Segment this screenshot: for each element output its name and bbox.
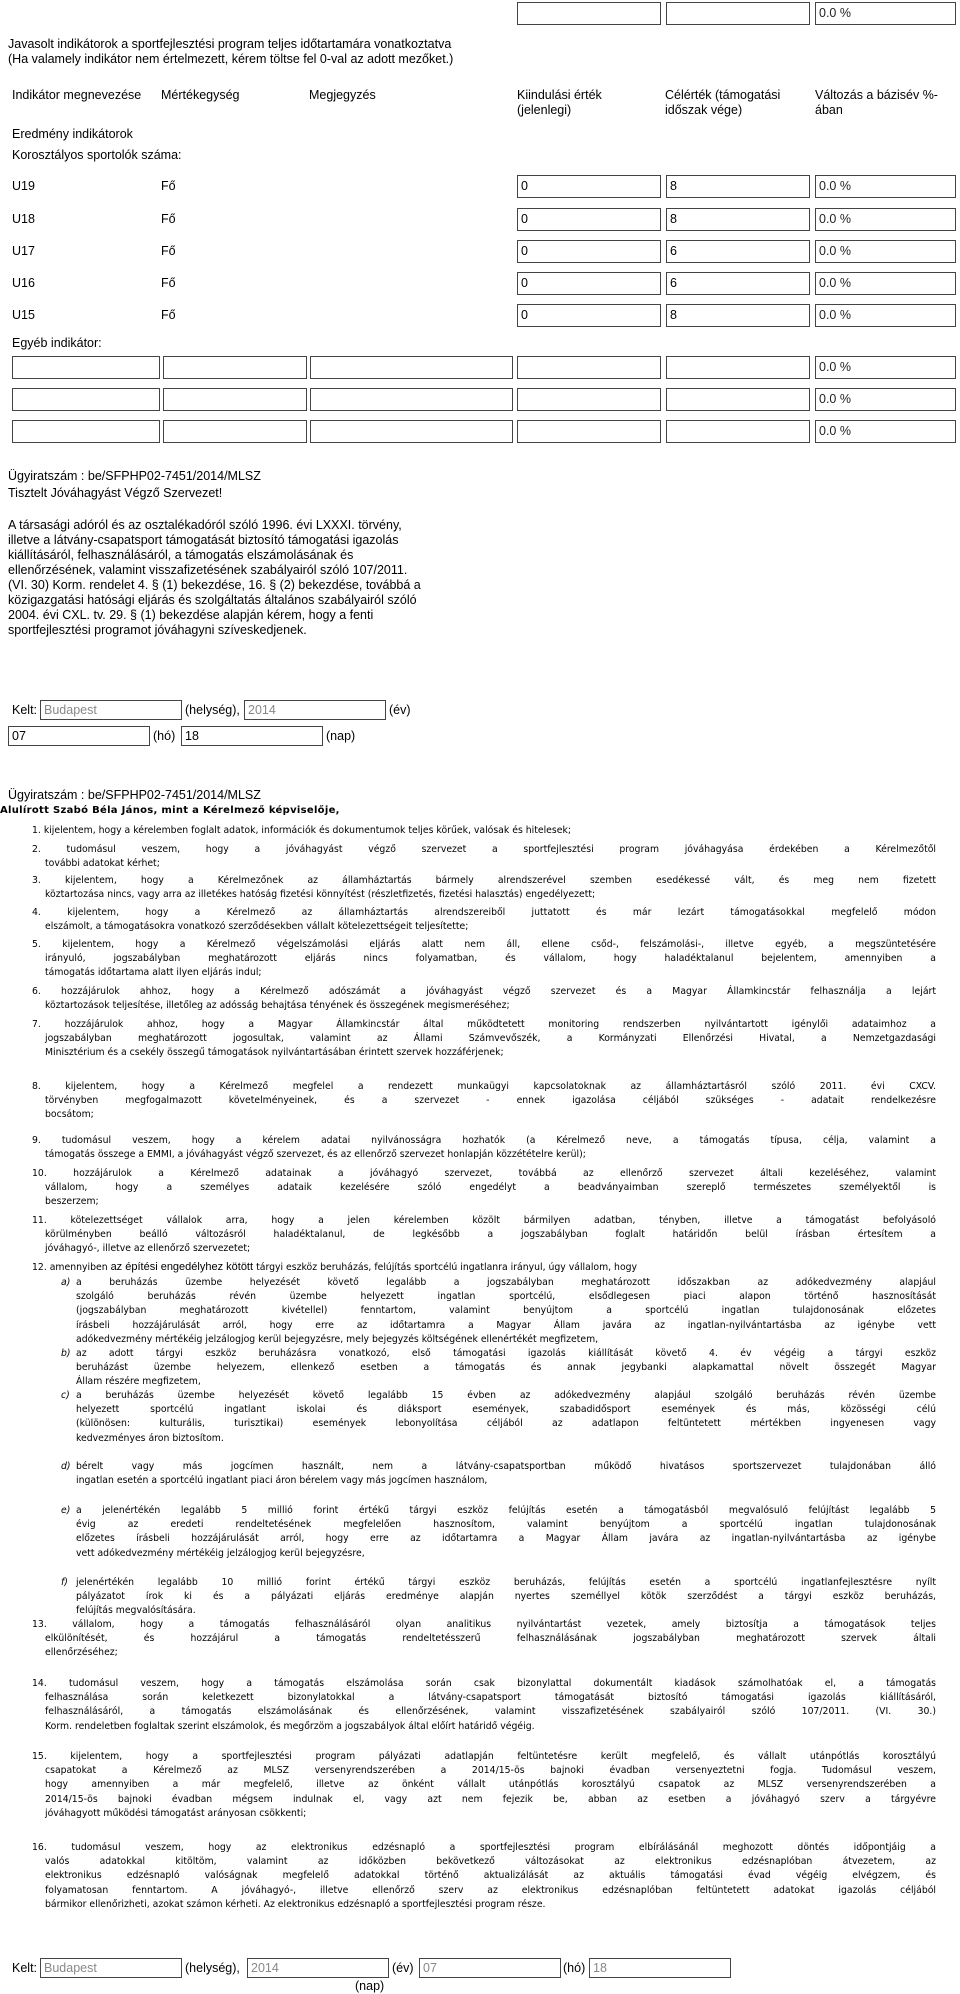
other-name-field[interactable] [12,388,160,411]
text-line: jóváhagyott működési támogatást arányosan csökkenti; [45,1807,307,1819]
approval-body-line: közigazgatási hatósági eljárás és szolgáltatás általános szabályairól szóló [8,593,417,607]
subitem-letter: c) [61,1390,70,1401]
subitem-letter: f) [61,1577,68,1588]
text-line: 2014/15-ös bajnoki évadban mégsem indulnak el, vagy azt nem fejezik be, abban az esetben a jóváhagyó szerv a tárgyévre [45,1793,936,1805]
text-line: vállalom, hogy a személyes adataik kezelésére szóló engedélyt a beadványaimban szereplő természetes személyektől is [45,1182,936,1194]
subitem-letter: d) [61,1461,71,1472]
approval-greeting: Tisztelt Jóváhagyást Végző Szervezet! [8,486,223,500]
row-start-field[interactable]: 0 [517,272,661,295]
text-line: a jelenértékén legalább 5 millió forint értékű tárgyi eszköz felújítás esetén a támogatásból megvalósuló felújítást legalább 5 [76,1505,936,1516]
row-start-field[interactable]: 0 [517,240,661,263]
other-change-pct-field[interactable]: 0.0 % [815,356,956,379]
text-line: ellenőrzéséhez; [45,1647,118,1659]
approval-body-line: ellenőrzésének, valamint visszafizetésének szabályairól szóló 107/2011. [8,563,408,577]
text-line: 5. kijelentem, hogy a Kérelmező végelszámolási eljárás alatt nem áll, ellene csőd-, felszámolási-, illetve egyéb, a megszüntetésére [32,939,936,950]
text-line: írásbeli hozzájárulását arról, hogy erre az időtartamra a Magyar Állam javára az ingatlan-nyilvántartásba az igénybe vett [76,1319,936,1331]
text-line: elszámolt, a támogatásokra vonatkozó szerződésekben vállalt kötelezettségeit teljesítette; [45,921,469,933]
text-line: hogy amennyiben a már megfelelő, illetve az önként vállalt utánpótlás korosztályú csapatok az MLSZ versenyrendszerében a [45,1779,936,1791]
text-line: 9. tudomásul veszem, hogy a kérelem adatai nyilvánosságra hozhatók (a Kérelmező neve, a támogatás típusa, célja, valamint a [32,1135,936,1146]
other-note-field[interactable] [310,388,513,411]
text-line: 3. kijelentem, hogy a Kérelmezőnek az államháztartás bármely alrendszerével szemben esedékessé vált, és meg nem fizetett [32,875,936,886]
text-line: adókedvezmény mértékéig jelzálogjog kerül bejegyzésre, mely bejegyzés költségének ellenértékét megfizetem, [76,1333,599,1345]
row-change-pct-field[interactable]: 0.0 % [815,272,956,295]
text-line: bármikor ellenőrizheti, azokat számon kérheti. Az elektronikus edzésnapló a sportfejlesztési program része. [45,1898,546,1910]
approval-kelt-label: Kelt: [12,703,38,717]
text-line: helyezett sportcélú ingatlant iskolai és diáksport események, szabadidősport események és más, közösségi célú [76,1404,936,1416]
approval-year-suffix: (év) [389,703,411,717]
subitem-letter: e) [61,1505,71,1516]
row-change-pct-field[interactable]: 0.0 % [815,208,956,231]
declaration-subitem [61,1576,936,1619]
other-change-pct-field[interactable]: 0.0 % [815,420,956,443]
row-target-field[interactable]: 8 [666,208,810,231]
col-header-change: Változás a bázisév %- ában [815,88,938,117]
declaration-item [32,843,936,871]
text-line: csapatokat a Kérelmező az MLSZ versenyrendszerében a 2014/15-ös bajnoki évadban versenyeztetni fogja. Tudomásul veszem, [45,1765,936,1777]
declaration-month-suffix: (hó) [563,1961,586,1975]
declaration-item [32,985,936,1013]
declaration-month-input[interactable]: 07 [419,1958,561,1978]
other-target-field[interactable] [666,388,810,411]
declaration-subitem [61,1347,936,1390]
intro-line-1: Javasolt indikátorok a sportfejlesztési program teljes időtartamára vonatkoztatva [8,37,452,51]
row-change-pct-field[interactable]: 0.0 % [815,175,956,198]
text-line: előzetes írásbeli hozzájárulását arról, hogy erre az időtartamra a Magyar Állam javára az ingatlan-nyilvántartásba az igénybe [76,1533,936,1545]
text-line: ingatlan esetén a sportcélú ingatlant piaci áron bérelem vagy más jogcímen használom, [76,1475,488,1487]
other-note-field[interactable] [310,420,513,443]
text-line: 2. tudomásul veszem, hogy a jóváhagyást végző szervezet a sportfejlesztési program jóváhagyása érdekében a Kérelmezőtől [32,844,936,855]
other-change-pct-field[interactable]: 0.0 % [815,388,956,411]
text-line: 4. kijelentem, hogy a Kérelmező az államháztartás alrendszereiből juttatott és már lezárt támogatásokkal megfelelő módon [32,907,936,918]
other-unit-field[interactable] [163,356,307,379]
approval-body-line: 2004. évi CXL. tv. 29. § (1) bekezdése alapján kérem, hogy a fenti [8,608,374,622]
declaration-item [32,1841,936,1912]
text-line: Állam részére megfizetem, [76,1376,201,1388]
declaration-subitem [61,1389,936,1446]
text-line: vett adókedvezmény mértékéig jelzálogjog kerül bejegyzésre, [76,1547,365,1559]
declaration-kelt-label: Kelt: [12,1961,38,1975]
text-line: körülményben beálló változásról haladéktalanul, de legkésőbb a jogszabályban foglalt határidőn belül írásban értesítem a [45,1229,936,1241]
text-line: beszerzem; [45,1196,99,1208]
subitem-letter: b) [61,1348,71,1359]
row-name: U15 [12,308,35,322]
text-line: elektronikus edzésnapló valóságnak megfelelő adatokkal történő aktualizálását az aktuális támogatási évad végéig elvégzem, és [45,1870,936,1882]
row-start-field[interactable]: 0 [517,304,661,327]
declaration-item [32,906,936,934]
col-header-note: Megjegyzés [309,88,376,102]
col-header-unit: Mértékegység [161,88,240,102]
declaration-subitem [61,1504,936,1561]
row-unit: Fő [161,212,176,226]
item-12-emphasis: az építési engedélyhez kötött [110,1261,257,1273]
declaration-year-suffix: (év) [392,1961,414,1975]
row-change-pct-field[interactable]: 0.0 % [815,304,956,327]
text-line: elkülönítését, és hozzájárul a támogatás rendeltetésszerű felhasználásának jogszabályban meghatározott szervek általi [45,1633,936,1645]
row-change-pct-field[interactable]: 0.0 % [815,240,956,263]
text-line: a beruházás üzembe helyezését követő legalább a jogszabályban meghatározott időszakban az adókedvezmény alapjául [76,1277,936,1288]
row-start-field[interactable]: 0 [517,208,661,231]
row-unit: Fő [161,244,176,258]
row-target-field[interactable]: 6 [666,240,810,263]
declaration-item [32,1018,936,1061]
text-line: törvényben megfogalmazott követelményeinek, és a szervezet - ennek igazolása céljából szükséges - adatait rendelkezésre [45,1095,936,1107]
subitem-letter: a) [61,1277,71,1288]
other-unit-field[interactable] [163,388,307,411]
declaration-day-input[interactable]: 18 [589,1958,731,1978]
text-line: felhasználásáról, a támogatás elszámolásának és ellenőrzésének, valamint visszafizetésének szabályairól szóló 107/2011. (VI. 30.) [45,1706,936,1718]
approval-day-input[interactable]: 18 [181,726,323,746]
text-line: Minisztérium és a csekély összegű támogatások nyilvántartásában érintett szervek hozzáférjenek; [45,1047,504,1059]
declaration-subitem [61,1276,936,1347]
declaration-item [32,874,936,902]
row-name: U17 [12,244,35,258]
top-change-pct-field[interactable]: 0.0 % [815,2,956,25]
text-line: 11. kötelezettséget vállalok arra, hogy a jelen kérelemben közölt bármilyen adatban, tényben, illetve a támogatást befolyásoló [32,1215,936,1226]
other-target-field[interactable] [666,356,810,379]
text-line: 14. tudomásul veszem, hogy a támogatás elszámolása során csak bizonylattal dokumentált kiadások számolhatóak el, a támogatás [32,1678,936,1689]
text-line: 8. kijelentem, hogy a Kérelmező megfelel a rendezett munkaügyi kapcsolatoknak az államháztartásról szóló 2011. évi CXCV. [32,1081,936,1092]
row-target-field[interactable]: 8 [666,304,810,327]
col-header-target: Célérték (támogatási időszak vége) [665,88,781,117]
text-line: az adott tárgyi eszköz beruházásra vonatkozó, első támogatási igazolás kiállítását követő 4. év végéig a tárgyi eszköz [76,1348,936,1359]
declaration-item [32,1618,936,1661]
text-line: 13. vállalom, hogy a támogatás felhasználásáról olyan analitikus nyilvántartást vezetek, amely biztosítja a támogatások teljes [32,1619,936,1630]
text-line: évig az eredeti rendeltetésének megfelelően hasznosítom, valamint benyújtom a sportcélú ingatlan tulajdonosának [76,1519,936,1531]
text-line: jóváhagyó-, illetve az ellenőrző szervezetet; [45,1243,251,1255]
intro-line-2: (Ha valamely indikátor nem értelmezett, kérem töltse fel 0-val az adott mezőket.) [8,52,454,66]
text-line: kedvezményes áron biztosítom. [76,1432,224,1444]
declaration-year-input[interactable]: 2014 [247,1958,389,1978]
declaration-subitem [61,1460,936,1488]
row-unit: Fő [161,179,176,193]
text-line: irányuló, jogszabályban meghatározott eljárás nincs folyamatban, és vállalom, hogy haladéktalanul bejelentem, amennyiben a [45,953,936,965]
other-unit-field[interactable] [163,420,307,443]
approval-month-input[interactable]: 07 [8,726,150,746]
declaration-item [32,938,936,981]
declaration-item [32,1260,936,1275]
declaration-item [32,1214,936,1257]
text-line: 1. kijelentem, hogy a kérelemben foglalt adatok, információk és dokumentumok teljes körűek, valósak és hitelesek; [32,825,571,836]
other-start-field[interactable] [517,420,661,443]
declaration-day-suffix: (nap) [355,1979,385,1993]
declaration-city-input[interactable]: Budapest [40,1958,182,1978]
row-name: U19 [12,179,35,193]
declaration-item [32,1134,936,1162]
declaration-item [32,1750,936,1821]
other-start-field[interactable] [517,388,661,411]
row-name: U18 [12,212,35,226]
text-line: Korm. rendeletben foglaltak szerint elszámolok, és megőrzöm a jogszabályok által előírt határidő végéig. [45,1720,535,1732]
approval-city-suffix: (helység), [185,703,240,717]
item-12-lead: 12. amennyiben [32,1262,111,1273]
top-start-field[interactable] [517,2,661,25]
text-line: 7. hozzájárulok ahhoz, hogy a Magyar Államkincstár által működtetett monitoring rendszerben nyilvántartott igénylői adataimhoz a [32,1019,936,1030]
row-unit: Fő [161,308,176,322]
row-name: U16 [12,276,35,290]
approval-month-suffix: (hó) [153,729,176,743]
text-line: 15. kijelentem, hogy a sportfejlesztési program pályázati adatlapján feltüntetésre került megfelelő, és vállalt utánpótlás korosztályú [32,1751,936,1762]
row-unit: Fő [161,276,176,290]
approval-ref: Ügyiratszám : be/SFPHP02-7451/2014/MLSZ [8,469,261,483]
section-results: Eredmény indikátorok [12,127,133,141]
text-line: köztartozások teljesítése, illetőleg az adósság behajtása tényének és összegének megismeréséhez; [45,1000,510,1012]
section-age-groups: Korosztályos sportolók száma: [12,148,182,162]
declaration-item [32,1080,936,1123]
text-line: bocsátom; [45,1109,94,1121]
other-name-field[interactable] [12,420,160,443]
text-line: bérelt vagy más jogcímen használt, nem a látvány-csapatsportban működő hivatásos sportszervezet tulajdonában álló [76,1461,936,1472]
approval-day-suffix: (nap) [326,729,356,743]
text-line: (különösen: kulturális, turisztikai) események lebonyolítása céljából az adatlapon feltüntetett mértékben ingyenesen vagy [76,1418,936,1430]
declaration-city-suffix: (helység), [185,1961,240,1975]
item-12-tail: tárgyi eszköz beruházás, felújítás sportcélú ingatlanra irányul, úgy vállalom, hogy [256,1262,638,1273]
text-line: beruházást üzembe helyezem, ellenkező esetben a támogatás és annak jegybanki alapkamattal növelt összegét Magyar [76,1362,936,1374]
text-line: 6. hozzájárulok ahhoz, hogy a Kérelmező adószámát a jóváhagyást végző szervezet és a Magyar Államkincstár felhasználja a lejárt [32,986,936,997]
text-line: (jogszabályban meghatározott kivétellel) fenntartom, valamint benyújtom a sportcélú ingatlan tulajdonosának előzetes [76,1305,936,1317]
row-target-field[interactable]: 8 [666,175,810,198]
text-line: felhasználása során keletkezett bizonylatokkal a látvány-csapatsport támogatását biztosító támogatási igazolás kiállításáról, [45,1692,936,1704]
text-line: jogszabályban meghatározott jogosultak, valamint az Állami Számvevőszék, a Kormányzati Ellenőrzési Hivatal, a Nemzetgazdasági [45,1033,936,1045]
text-line: felújítás megvalósítására. [76,1605,196,1617]
text-line: 16. tudomásul veszem, hogy az elektronikus edzésnapló a sportfejlesztési program elbírálásánál meghozott döntés időpontjáig a [32,1842,936,1853]
approval-body-line: A társasági adóról és az osztalékadóról szóló 1996. évi LXXXI. törvény, [8,518,402,532]
approval-body-line: (VI. 30) Korm. rendelet 4. § (1) bekezdése, 16. § (2) bekezdése, továbbá a [8,578,421,592]
text-line: jelenértékén legalább 10 millió forint értékű tárgyi eszköz beruházás, felújítás esetén a sportcélú ingatlanfejlesztésre nyílt [76,1577,936,1588]
other-note-field[interactable] [310,356,513,379]
approval-body [8,518,508,638]
declaration-item [32,824,936,838]
row-target-field[interactable]: 6 [666,272,810,295]
row-start-field[interactable]: 0 [517,175,661,198]
top-target-field[interactable] [666,2,810,25]
other-name-field[interactable] [12,356,160,379]
other-target-field[interactable] [666,420,810,443]
other-start-field[interactable] [517,356,661,379]
text-line: folyamatosan fenntartom. A jóváhagyó-, illetve ellenőrző szerv az elektronikus edzésnaplóban feltüntetett adatokat igazolás céljából [45,1884,936,1896]
approval-body-line: kiállításáról, felhasználásáról, a támogatás elszámolásának és [8,548,354,562]
text-line: a beruházás üzembe helyezését követő legalább 15 évben az adókedvezmény alapjául szolgáló beruházás révén üzembe [76,1390,936,1401]
col-header-start: Kiindulási érték (jelenlegi) [517,88,602,117]
text-line: támogatás összege a EMMI, a jóváhagyást végző szervezet, és az ellenőrző szervezet honlapján közzétételre kerül); [45,1149,586,1161]
text-line: valós adatokkal kitöltöm, valamint az időközben bekövetkező változásokat az elektronikus edzésnaplóban átvezetem, az [45,1856,936,1868]
text-line: 10. hozzájárulok a Kérelmező adatainak a jóváhagyó szervezet, továbbá az ellenőrző szervezet általi kezeléséhez, valamint [32,1168,936,1179]
approval-body-line: illetve a látvány-csapatsport támogatását biztosító támogatási igazolás [8,533,399,547]
text-line: további adatokat kérhet; [45,858,160,870]
text-line: köztartozása nincs, vagy arra az illetékes hatóság fizetési könnyítést (részletfizetés, fizetési halasztás) engedélyezett; [45,889,596,901]
approval-body-line: sportfejlesztési programot jóváhagyni szíveskedjenek. [8,623,307,637]
declaration-item [32,1677,936,1734]
declaration-item [32,1167,936,1210]
declaration-ref: Ügyiratszám : be/SFPHP02-7451/2014/MLSZ [8,788,261,802]
approval-city-input[interactable]: Budapest [40,700,182,720]
section-other: Egyéb indikátor: [12,336,102,350]
declaration-heading: Alulírott Szabó Béla János, mint a Kérelmező képviselője, [0,805,340,816]
text-line: szolgáló beruházás révén üzembe helyezett ingatlan sportcélú, elsődlegesen piaci alapon történő hasznosítását [76,1291,936,1303]
text-line: pályázatot írok ki és a pályázati eljárás eredménye alapján nyertes személlyel kötök szerződést a tárgyi eszköz beruházás, [76,1591,936,1603]
text-line: támogatás időtartama alatt ilyen eljárás indul; [45,967,262,979]
approval-year-input[interactable]: 2014 [244,700,386,720]
col-header-name: Indikátor megnevezése [12,88,142,102]
